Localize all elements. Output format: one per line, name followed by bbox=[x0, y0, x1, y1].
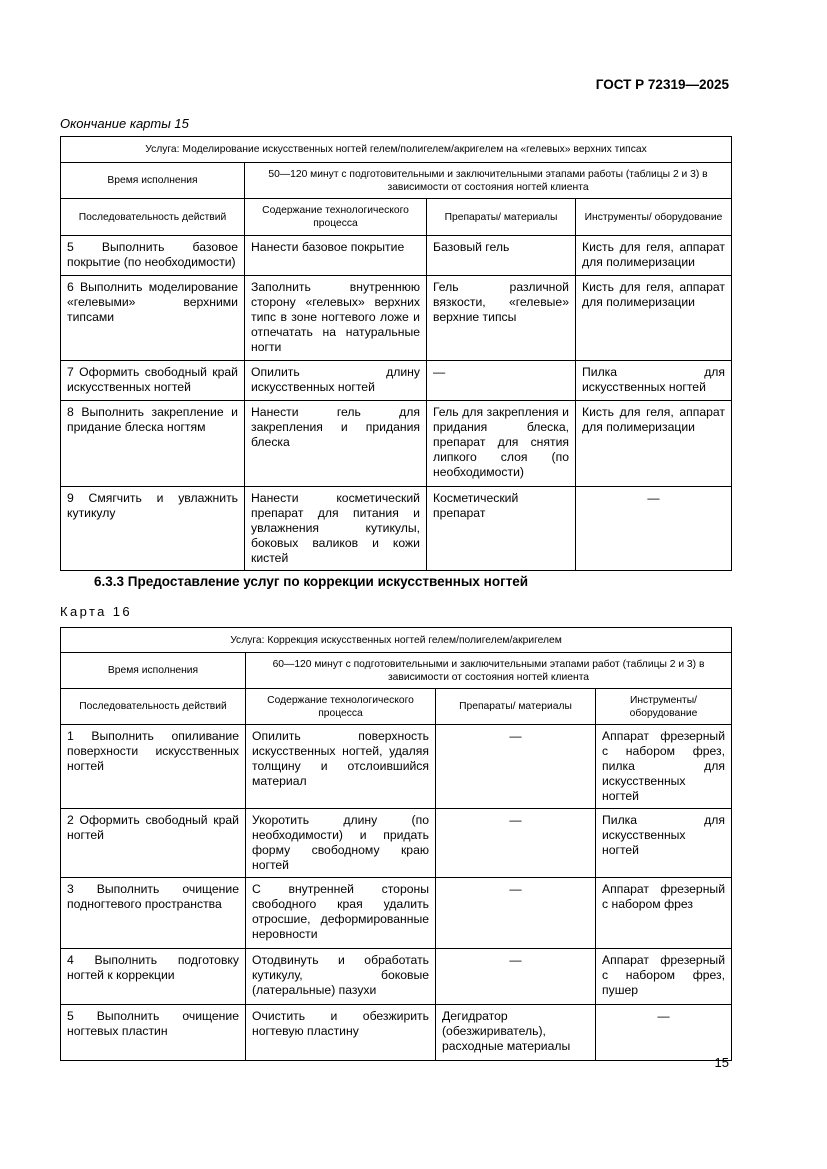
card16-table bbox=[60, 627, 732, 1061]
table-row bbox=[61, 487, 732, 571]
page-number: 15 bbox=[714, 1055, 729, 1070]
section-heading: 6.3.3 Предоставление услуг по коррекции искусственных ногтей bbox=[94, 574, 529, 589]
table-cell: 9 Смягчить и увлажнить кутикулу bbox=[61, 487, 245, 571]
table-cell: Заполнить внутреннюю сторону «гелевых» верхних типс в зоне ногтевого ложе и отпечатать на натуральные ногти bbox=[245, 276, 427, 361]
table-cell: 4 Выполнить подготовку ногтей к коррекции bbox=[61, 949, 246, 1005]
table-cell: Базовый гель bbox=[427, 236, 576, 276]
table-cell: 6 Выполнить моделирование «гелевыми» верхними типсами bbox=[61, 276, 245, 361]
card15-service: Услуга: Моделирование искусственных ногтей гелем/полигелем/акригелем на «гелевых» верхних типсах bbox=[61, 137, 732, 163]
table-cell: Аппарат фрезерный с набором фрез, пилка для искусственных ногтей bbox=[596, 725, 732, 809]
table-cell: — bbox=[436, 949, 596, 1005]
table-cell: — bbox=[436, 809, 596, 878]
card16-time-label: Время исполнения bbox=[61, 653, 246, 689]
table-cell: Аппарат фрезерный с набором фрез bbox=[596, 878, 732, 949]
card16-col-tools: Инструменты/ оборудование bbox=[596, 689, 732, 725]
table-cell: Пилка для искусственных ногтей bbox=[596, 809, 732, 878]
table-row bbox=[61, 276, 732, 361]
card16-time-value: 60—120 минут с подготовительными и заключительными этапами работ (таблицы 2 и 3) в зависимости от состояния ногтей клиента bbox=[246, 653, 732, 689]
card15-col-actions: Последовательность действий bbox=[61, 199, 245, 236]
card15-table bbox=[60, 136, 732, 571]
table-cell: Дегидратор (обезжириватель), расходные материалы bbox=[436, 1005, 596, 1061]
card15-time-label: Время исполнения bbox=[61, 163, 245, 199]
table-row bbox=[61, 725, 732, 809]
table-cell: Нанести базовое покрытие bbox=[245, 236, 427, 276]
table-cell: 1 Выполнить опиливание поверхности искусственных ногтей bbox=[61, 725, 246, 809]
card15-time-value: 50—120 минут с подготовительными и заключительными этапами работы (таблицы 2 и 3) в зависимости от состояния ногтей клиента bbox=[245, 163, 732, 199]
table-cell: — bbox=[596, 1005, 732, 1061]
table-cell: Гель для закрепления и придания блеска, препарат для снятия липкого слоя (по необходимости) bbox=[427, 401, 576, 487]
table-cell: 5 Выполнить очищение ногтевых пластин bbox=[61, 1005, 246, 1061]
table-cell: Гель различной вязкости, «гелевые» верхние типсы bbox=[427, 276, 576, 361]
table-cell: Аппарат фрезерный с набором фрез, пушер bbox=[596, 949, 732, 1005]
card16-col-actions: Последовательность действий bbox=[61, 689, 246, 725]
card16-col-process: Содержание технологического процесса bbox=[246, 689, 436, 725]
card15-col-process: Содержание технологического процесса bbox=[245, 199, 427, 236]
card16-service: Услуга: Коррекция искусственных ногтей гелем/полигелем/акригелем bbox=[61, 628, 732, 653]
table-row bbox=[61, 236, 732, 276]
table-cell: Нанести косметический препарат для питания и увлажнения кутикулы, боковых валиков и кожи кистей bbox=[245, 487, 427, 571]
table-cell: С внутренней стороны свободного края удалить отросшие, деформированные неровности bbox=[246, 878, 436, 949]
standard-code: ГОСТ Р 72319—2025 bbox=[595, 77, 729, 92]
table-cell: 8 Выполнить закрепление и придание блеска ногтям bbox=[61, 401, 245, 487]
table-row bbox=[61, 1005, 732, 1061]
table-cell: — bbox=[436, 878, 596, 949]
table-cell: Косметический препарат bbox=[427, 487, 576, 571]
table-row bbox=[61, 361, 732, 401]
table-cell: Нанести гель для закрепления и придания блеска bbox=[245, 401, 427, 487]
table-cell: Кисть для геля, аппарат для полимеризации bbox=[576, 276, 732, 361]
table-cell: — bbox=[436, 725, 596, 809]
table-cell: 3 Выполнить очищение подногтевого пространства bbox=[61, 878, 246, 949]
table-cell: Отодвинуть и обработать кутикулу, боковые (латеральные) пазухи bbox=[246, 949, 436, 1005]
table-row bbox=[61, 809, 732, 878]
table-cell: Кисть для геля, аппарат для полимеризации bbox=[576, 401, 732, 487]
card15-col-materials: Препараты/ материалы bbox=[427, 199, 576, 236]
table-cell: Опилить длину искусственных ногтей bbox=[245, 361, 427, 401]
table-row bbox=[61, 878, 732, 949]
table-row bbox=[61, 401, 732, 487]
table-cell: Очистить и обезжирить ногтевую пластину bbox=[246, 1005, 436, 1061]
table-cell: 5 Выполнить базовое покрытие (по необходимости) bbox=[61, 236, 245, 276]
card15-col-tools: Инструменты/ оборудование bbox=[576, 199, 732, 236]
table-cell: Кисть для геля, аппарат для полимеризации bbox=[576, 236, 732, 276]
card16-label: Карта 16 bbox=[60, 604, 133, 619]
table-cell: Укоротить длину (по необходимости) и придать форму свободному краю ногтей bbox=[246, 809, 436, 878]
table-cell: Опилить поверхность искусственных ногтей, удаляя толщину и отслоившийся материал bbox=[246, 725, 436, 809]
table-cell: — bbox=[427, 361, 576, 401]
table-row bbox=[61, 949, 732, 1005]
table-cell: 7 Оформить свободный край искусственных ногтей bbox=[61, 361, 245, 401]
table-cell: 2 Оформить свободный край ногтей bbox=[61, 809, 246, 878]
card16-col-materials: Препараты/ материалы bbox=[436, 689, 596, 725]
card15-caption: Окончание карты 15 bbox=[60, 116, 189, 131]
table-cell: Пилка для искусственных ногтей bbox=[576, 361, 732, 401]
table-cell: — bbox=[576, 487, 732, 571]
